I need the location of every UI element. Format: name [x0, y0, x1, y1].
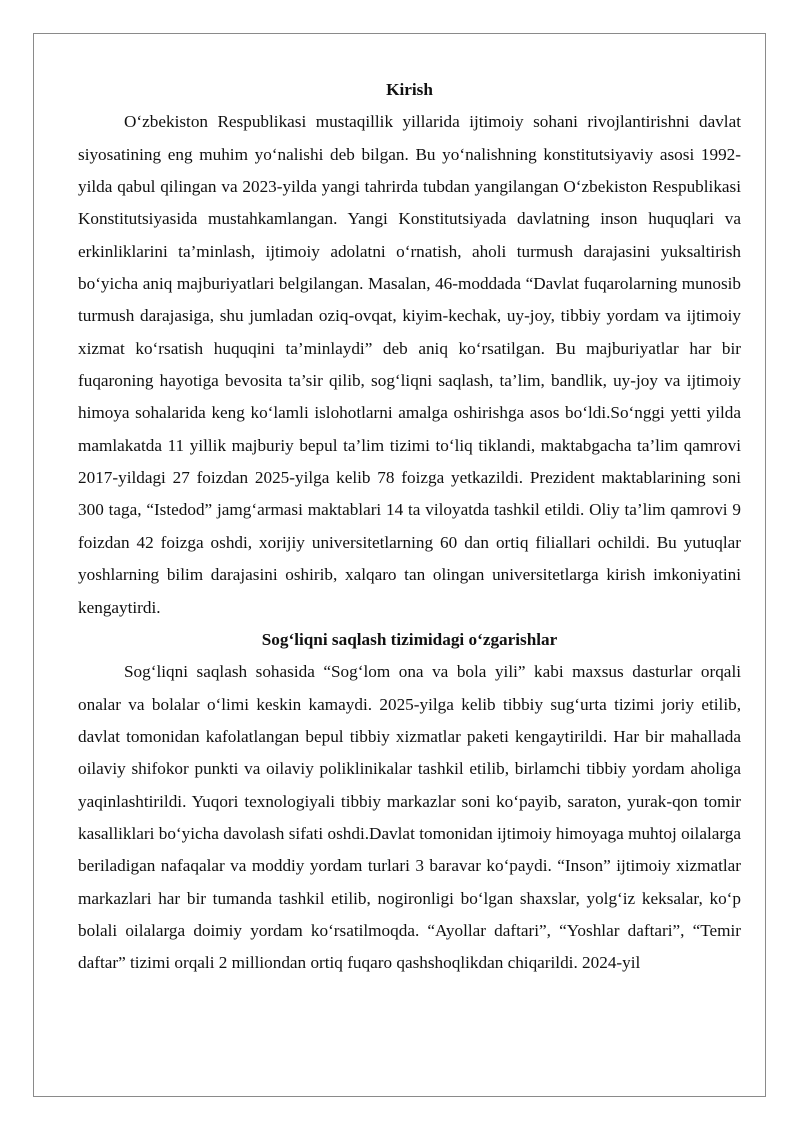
document-body [78, 74, 741, 980]
heading-intro: Kirish [386, 80, 433, 99]
heading-health: Sog‘liqni saqlash tizimidagi o‘zgarishlar [261, 629, 558, 649]
paragraph-health: Sog‘liqni saqlash sohasida “Sog‘lom ona va bola yili” kabi maxsus dasturlar orqali onalar va bolalar o‘limi keskin kamaydi. 2025-yilga kelib tibbiy sug‘urta tizimi joriy etilib, davlat tomonidan kafolatlangan bepul tibbiy xizmatlar paketi kengaytirildi. Har bir mahallada oilaviy shifokor punkti va oilaviy poliklinikalar tashkil etilib, birlamchi tibbiy yordam aholiga yaqinlashtirildi. Yuqori texnologiyali tibbiy markazlar soni ko‘payib, saraton, yurak-qon tomir kasalliklari bo‘yicha davolash sifati oshdi.Davlat tomonidan ijtimoiy himoyaga muhtoj oilalarga beriladigan nafaqalar va moddiy yordam turlari 3 baravar ko‘paydi. “Inson” ijtimoiy xizmatlar markazlari har bir tumanda tashkil etilib, nogironligi bo‘lgan shaxslar, yolg‘iz keksalar, ko‘p bolali oilalarga doimiy yordam ko‘rsatilmoqda. “Ayollar daftari”, “Yoshlar daftari”, “Temir daftar” tizimi orqali 2 milliondan ortiq fuqaro qashshoqlikdan chiqarildi. 2024-yil [78, 662, 741, 973]
paragraph-intro: O‘zbekiston Respublikasi mustaqillik yillarida ijtimoiy sohani rivojlantirishni davlat siyosatining eng muhim yo‘nalishi deb bilgan. Bu yo‘nalishning konstitutsiyaviy asosi 1992-yilda qabul qilingan va 2023-yilda yangi tahrirda tubdan yangilangan O‘zbekiston Respublikasi Konstitutsiyasida mustahkamlangan. Yangi Konstitutsiyada davlatning inson huquqlari va erkinliklarini ta’minlash, ijtimoiy adolatni o‘rnatish, aholi turmush darajasini yuksaltirish bo‘yicha aniq majburiyatlari belgilangan. Masalan, 46-moddada “Davlat fuqarolarning munosib turmush darajasiga, shu jumladan oziq-ovqat, kiyim-kechak, uy-joy, tibbiy yordam va ijtimoiy xizmat ko‘rsatish huquqini ta’minlaydi” deb aniq ko‘rsatilgan. Bu majburiyatlar har bir fuqaroning hayotiga bevosita ta’sir qilib, sog‘liqni saqlash, ta’lim, bandlik, uy-joy va ijtimoiy himoya sohalarida keng ko‘lamli islohotlarni amalga oshirishga asos bo‘ldi.So‘nggi yetti yilda mamlakatda 11 yillik majburiy bepul ta’lim tizimi to‘liq tiklandi, maktabgacha ta’lim qamrovi 2017-yildagi 27 foizdan 2025-yilga kelib 78 foizga yetkazildi. Prezident maktablarining soni 300 taga, “Istedod” jamg‘armasi maktablari 14 ta viloyatda tashkil etildi. Oliy ta’lim qamrovi 9 foizdan 42 foizga oshdi, xorijiy universitetlarning 60 dan ortiq filiallari ochildi. Bu yutuqlar yoshlarning bilim darajasini oshirib, xalqaro tan olingan universitetlarga kirish imkoniyatini kengaytirdi. [78, 112, 741, 617]
